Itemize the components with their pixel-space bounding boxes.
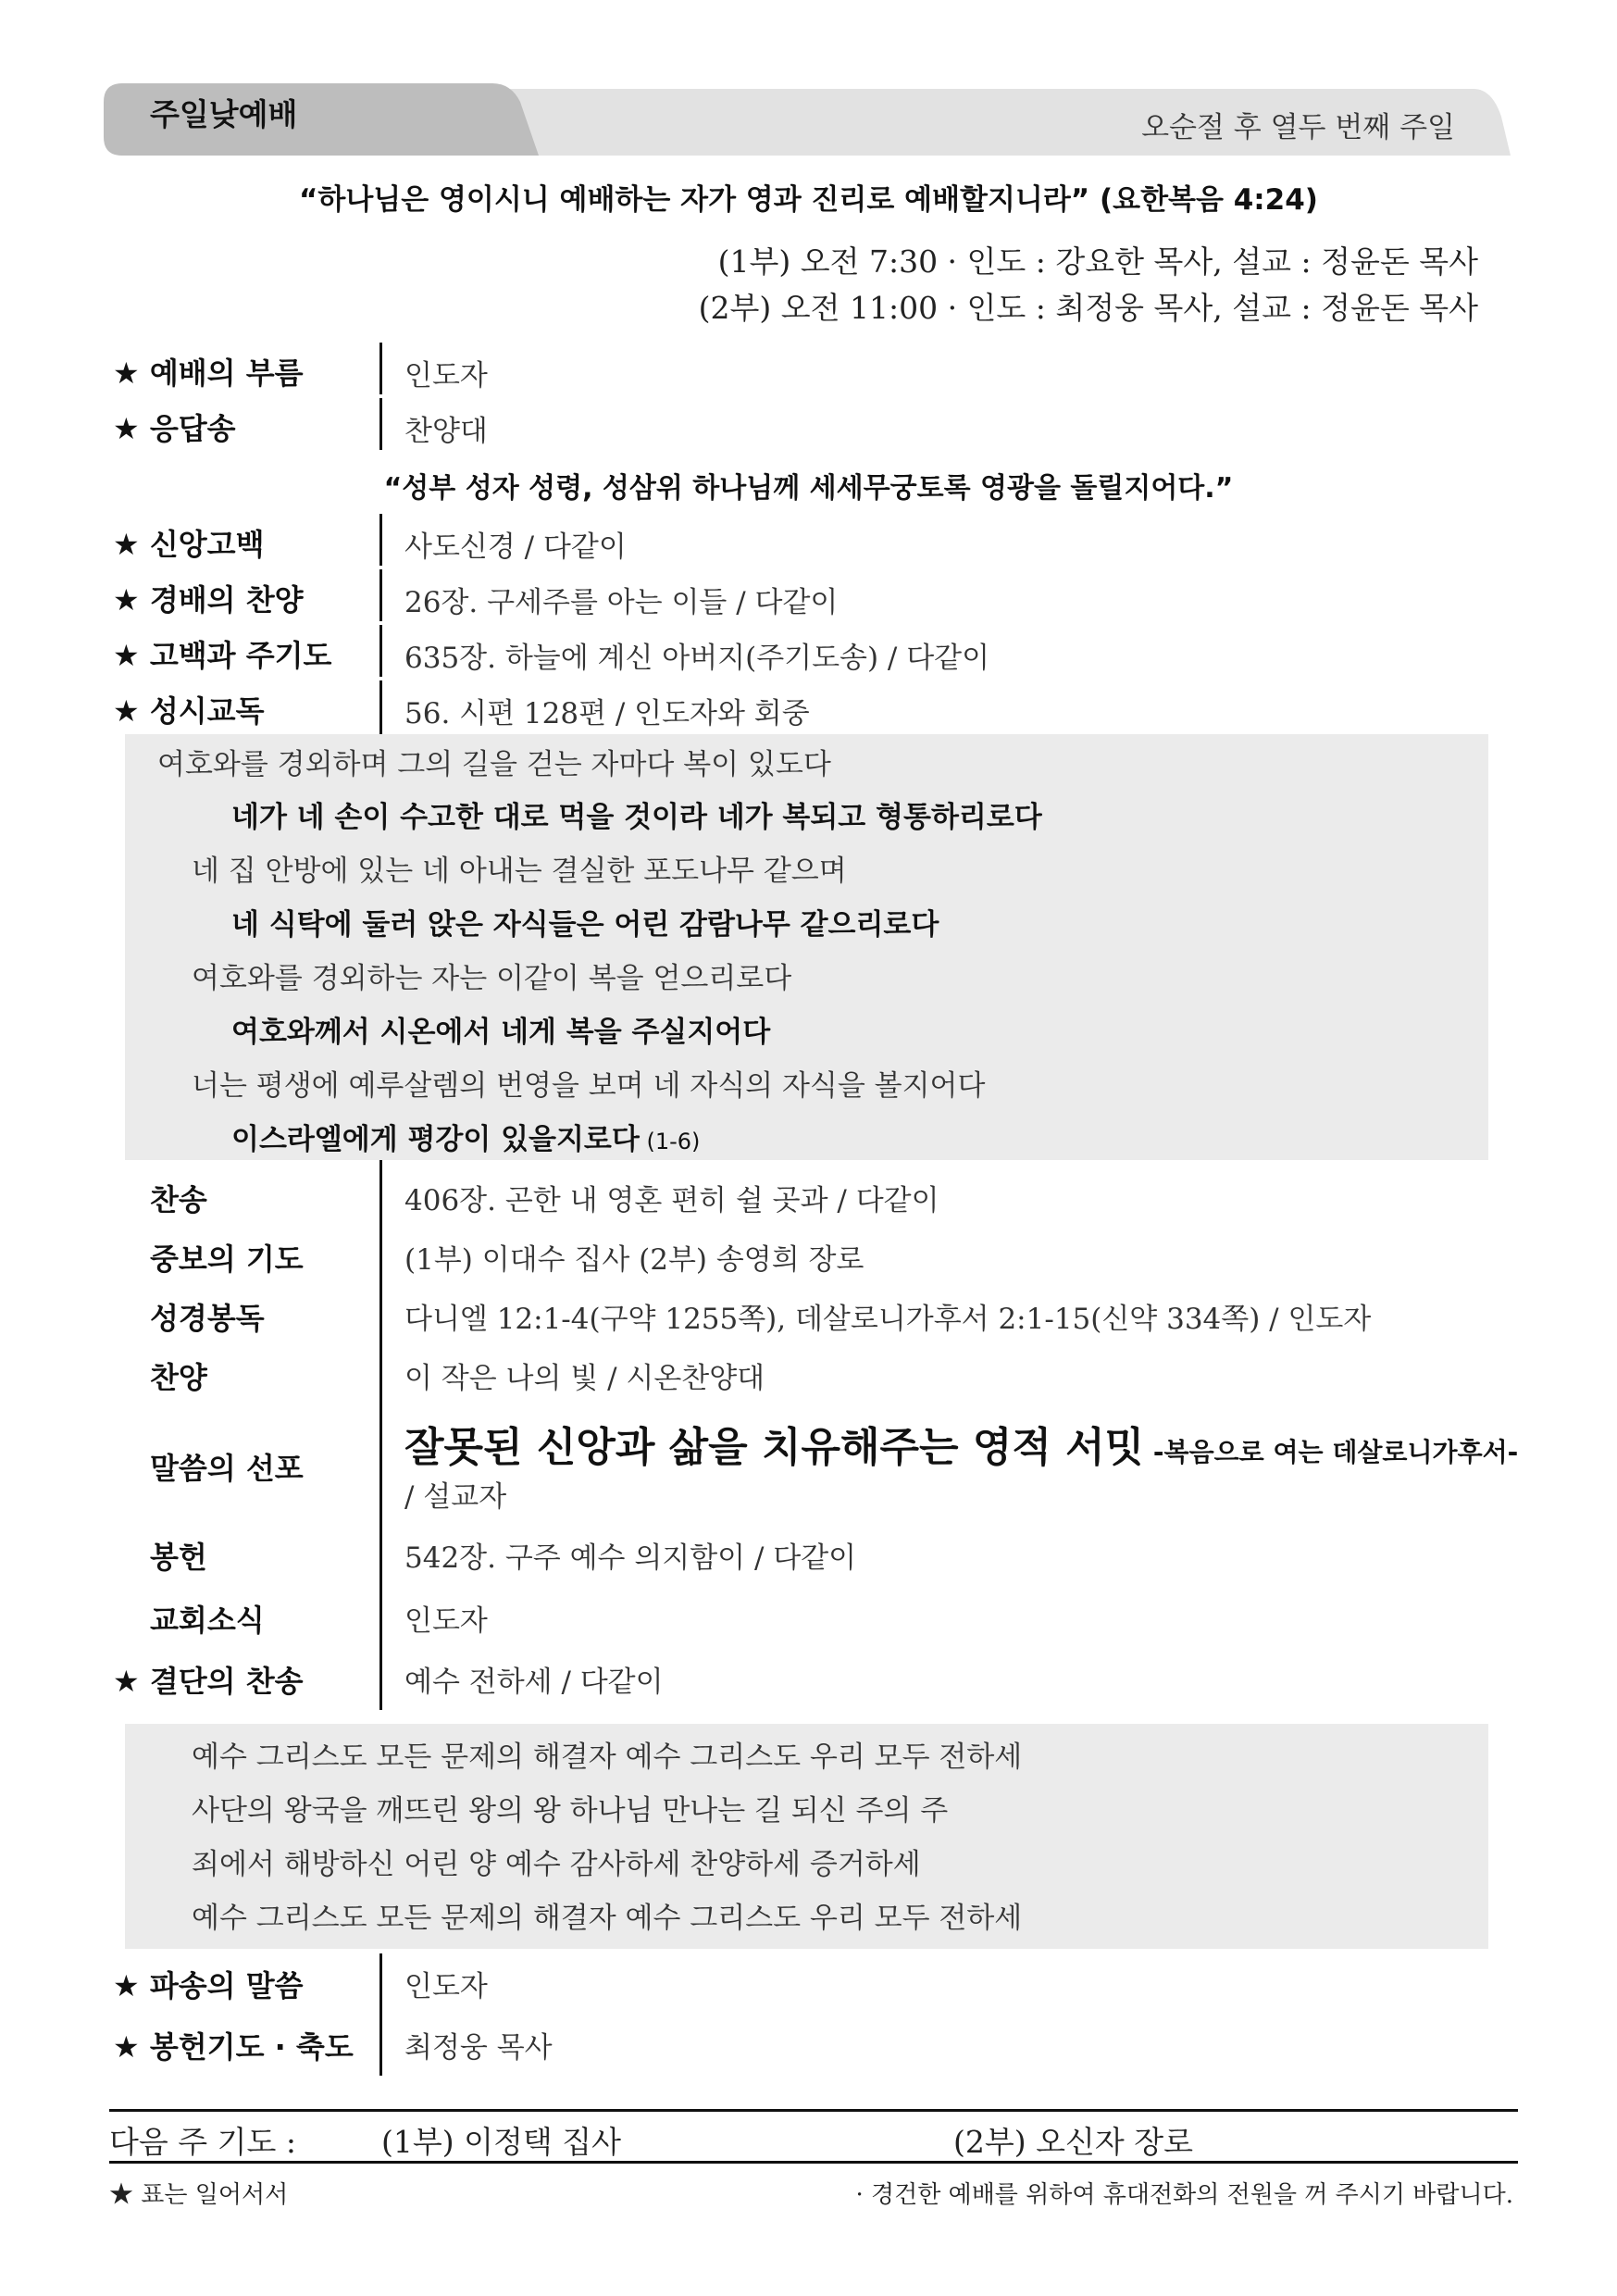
divider — [379, 1341, 382, 1401]
order-value: 인도자 — [404, 1604, 488, 1638]
sermon-title: 잘못된 신앙과 삶을 치유해주는 영적 서밋 — [404, 1424, 1145, 1471]
order-value: (1부) 이대수 집사 (2부) 송영희 장로 — [404, 1243, 864, 1277]
order-item — [113, 680, 1501, 734]
order-label: ★ 신앙고백 — [113, 527, 265, 562]
order-item — [113, 1584, 1501, 1645]
hymn-lyric-line: 예수 그리스도 모든 문제의 해결자 예수 그리스도 우리 모두 전하세 — [192, 1741, 1023, 1774]
order-label: ★ 예배의 부름 — [113, 356, 304, 391]
reading-line-leader: 여호와를 경외하는 자는 이같이 복을 얻으리로다 — [192, 962, 792, 995]
responsive-reading-box — [125, 734, 1488, 1160]
next-week-prayer-1: (1부) 이정택 집사 — [381, 2124, 621, 2160]
order-item — [113, 1953, 1501, 2011]
order-label: 찬양 — [150, 1360, 207, 1395]
divider — [379, 1584, 382, 1645]
divider — [379, 343, 382, 394]
reading-line-text: 이스라엘에게 평강이 있을지로다 — [231, 1123, 640, 1156]
order-item — [113, 625, 1501, 677]
sunday-label: 오순절 후 열두 번째 주일 — [1141, 111, 1455, 144]
order-value: 이 작은 나의 빛 / 시온찬양대 — [404, 1362, 765, 1395]
order-label: 찬송 — [150, 1182, 207, 1217]
order-label: ★ 응답송 — [113, 411, 236, 446]
order-item — [113, 514, 1501, 566]
sermon-item — [113, 1401, 1519, 1521]
reading-line-people: 네 식탁에 둘러 앉은 자식들은 어린 감람나무 같으리로다 — [231, 908, 939, 942]
next-week-prayer-2: (2부) 오신자 장로 — [953, 2124, 1193, 2160]
order-item — [113, 1223, 1501, 1282]
divider — [379, 2011, 382, 2076]
divider — [379, 514, 382, 566]
order-value: 406장. 곤한 내 영혼 편히 쉴 곳과 / 다같이 — [404, 1184, 939, 1217]
reading-line-people: 여호와께서 시온에서 네게 복을 주실지어다 — [231, 1016, 771, 1049]
service-times — [699, 239, 1478, 331]
reading-line-people: 네가 네 손이 수고한 대로 먹을 것이라 네가 복되고 형통하리로다 — [231, 801, 1042, 834]
divider — [379, 1282, 382, 1341]
order-value: 542장. 구주 예수 의지함이 / 다같이 — [404, 1541, 857, 1575]
order-item — [113, 343, 1501, 394]
sermon-preacher: / 설교자 — [404, 1480, 507, 1514]
divider — [379, 398, 382, 450]
order-label: ★ 경배의 찬양 — [113, 582, 304, 618]
theme-verse: “하나님은 영이시니 예배하는 자가 영과 진리로 예배할지니라” (요한복음 4:24) — [299, 183, 1318, 217]
footer-divider-bottom — [109, 2161, 1518, 2164]
order-value: 찬양대 — [404, 415, 488, 448]
reading-reference: (1-6) — [639, 1129, 701, 1154]
hymn-lyric-line: 죄에서 해방하신 어린 양 예수 감사하세 찬양하세 증거하세 — [192, 1848, 921, 1881]
order-value: 인도자 — [404, 1970, 488, 2003]
service-title: 주일낮예배 — [150, 96, 298, 132]
order-label: ★ 파송의 말씀 — [113, 1968, 304, 2003]
reading-line-leader: 여호와를 경외하며 그의 길을 걷는 자마다 복이 있도다 — [157, 748, 831, 781]
order-label: 교회소식 — [150, 1603, 265, 1638]
order-value: 26장. 구세주를 아는 이들 / 다같이 — [404, 586, 839, 619]
section-header — [104, 83, 1511, 156]
phone-notice: · 경건한 예배를 위하여 휴대전화의 전원을 꺼 주시기 바랍니다. — [855, 2181, 1513, 2209]
divider — [379, 1401, 382, 1521]
order-item — [113, 1645, 1501, 1710]
order-label: ★ 봉헌기도 · 축도 — [113, 2029, 354, 2065]
footer-divider-top — [109, 2109, 1518, 2112]
order-label: 성경봉독 — [150, 1301, 265, 1336]
order-value: 56. 시편 128편 / 인도자와 회중 — [404, 697, 810, 730]
order-label: ★ 성시교독 — [113, 693, 265, 729]
order-label: 말씀의 선포 — [150, 1451, 304, 1486]
divider — [379, 625, 382, 677]
divider — [379, 1223, 382, 1282]
order-value: 635장. 하늘에 계신 아버지(주기도송) / 다같이 — [404, 642, 990, 675]
hymn-lyric-line: 예수 그리스도 모든 문제의 해결자 예수 그리스도 우리 모두 전하세 — [192, 1902, 1023, 1935]
divider — [379, 1645, 382, 1710]
divider — [379, 1953, 382, 2011]
order-label: 중보의 기도 — [150, 1242, 304, 1277]
sermon-subtitle: -복음으로 여는 데살로니가후서- — [1144, 1437, 1519, 1467]
order-value: 사도신경 / 다같이 — [404, 530, 627, 564]
order-value: 다니엘 12:1-4(구약 1255쪽), 데살로니가후서 2:1-15(신약 334쪽) / 인도자 — [404, 1303, 1372, 1336]
order-label: ★ 고백과 주기도 — [113, 638, 332, 673]
order-value: 인도자 — [404, 359, 488, 393]
order-item — [113, 569, 1501, 621]
order-label: 봉헌 — [150, 1540, 207, 1575]
next-week-label: 다음 주 기도 : — [109, 2124, 296, 2160]
reading-line-leader: 네 집 안방에 있는 네 아내는 결실한 포도나무 같으며 — [192, 855, 847, 888]
hymn-lyrics-box — [125, 1724, 1488, 1949]
order-item — [113, 1282, 1501, 1341]
reading-line-people — [231, 1116, 700, 1157]
order-item — [113, 2011, 1501, 2076]
order-item — [113, 1521, 1501, 1584]
divider — [379, 680, 382, 734]
doxology-text: “성부 성자 성령, 성삼위 하나님께 세세무궁토록 영광을 돌릴지어다.” — [383, 472, 1234, 505]
order-item — [113, 1341, 1501, 1401]
divider — [379, 1160, 382, 1223]
divider — [379, 1521, 382, 1584]
order-label: ★ 결단의 찬송 — [113, 1664, 304, 1699]
divider — [379, 569, 382, 621]
order-item — [113, 398, 1501, 450]
order-value: 최정웅 목사 — [404, 2031, 553, 2065]
order-item — [113, 1160, 1501, 1223]
hymn-lyric-line: 사단의 왕국을 깨뜨린 왕의 왕 하나님 만나는 길 되신 주의 주 — [192, 1794, 949, 1828]
standing-note: ★ 표는 일어서서 — [109, 2181, 289, 2209]
service-time-1: (1부) 오전 7:30 · 인도 : 강요한 목사, 설교 : 정윤돈 목사 — [717, 243, 1478, 280]
order-value: 예수 전하세 / 다같이 — [404, 1666, 664, 1699]
service-time-2: (2부) 오전 11:00 · 인도 : 최정웅 목사, 설교 : 정윤돈 목사 — [698, 290, 1478, 326]
reading-line-leader: 너는 평생에 예루살렘의 번영을 보며 네 자식의 자식을 볼지어다 — [192, 1069, 986, 1103]
sermon-title-line — [404, 1414, 1518, 1473]
